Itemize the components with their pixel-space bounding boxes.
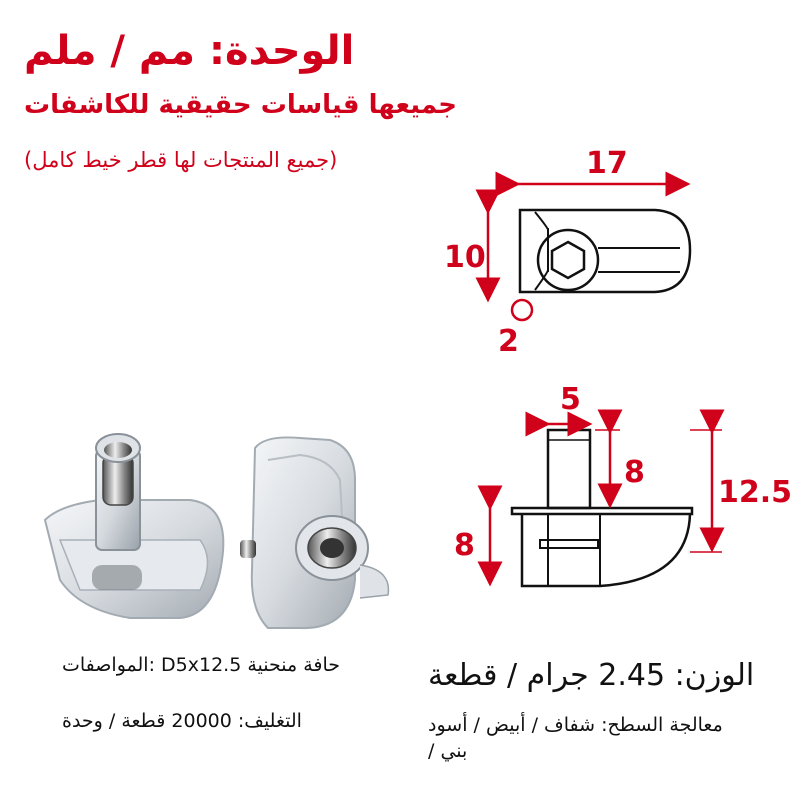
product-photo-right [240, 437, 388, 628]
surface-treatment-text-continued: / بني [428, 740, 468, 762]
total-height-label: 12.5 [718, 475, 793, 510]
pin-height-label: 8 [624, 455, 645, 490]
weight-text: الوزن: 2.45 جرام / قطعة [428, 658, 755, 693]
side-view-drawing [512, 430, 692, 586]
top-view-drawing [520, 210, 690, 292]
surface-treatment-text: معالجة السطح: شفاف / أبيض / أسود [428, 714, 723, 736]
packaging-text: التغليف: 20000 قطعة / وحدة [62, 710, 302, 732]
width-label: 17 [586, 146, 628, 181]
measurement-note: جميعها قياسات حقيقية للكاشفات [24, 90, 457, 120]
thread-note: (جميع المنتجات لها قطر خيط كامل) [24, 148, 338, 172]
base-height-label: 8 [454, 528, 475, 563]
unit-title: الوحدة: مم / ملم [24, 28, 355, 74]
radius-label: 2 [498, 324, 519, 359]
pin-diameter-label: 5 [560, 382, 581, 417]
spec-text: المواصفات: D5x12.5 حافة منحنية [62, 654, 340, 676]
product-photo-left [45, 434, 223, 618]
height-label: 10 [444, 240, 486, 275]
radius-marker [512, 300, 532, 320]
